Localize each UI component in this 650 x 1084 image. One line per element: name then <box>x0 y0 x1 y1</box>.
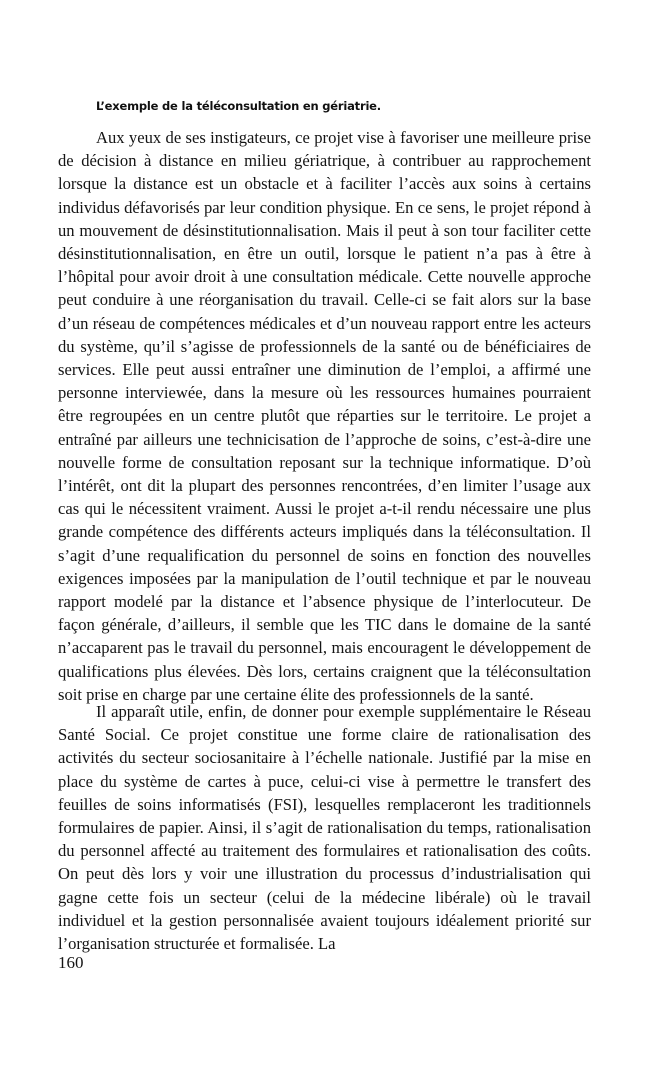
section-heading: L’exemple de la téléconsultation en gériatrie. <box>96 99 381 113</box>
body-paragraph-2: Il apparaît utile, enfin, de donner pour exemple supplémentaire le Réseau Santé Social. Ce projet constitue une forme claire de rationalisation des activités du secteur sociosanitaire à l’échelle nationale. Justifié par la mise en place du système de cartes à puce, celui-ci vise à permettre le transfert des feuilles de soins informatisés (FSI), lesquelles remplaceront les traditionnels formulaires de papier. Ainsi, il s’agit de rationalisation du temps, rationalisation du personnel affecté au traitement des formulaires et rationalisation des coûts. On peut dès lors y voir une illustration du processus d’industrialisation qui gagne cette fois un secteur (celui de la médecine libérale) où le travail individuel et la gestion personnalisée avaient toujours idéalement priorité sur l’organisation structurée et formalisée. La <box>58 702 591 954</box>
page-number: 160 <box>58 953 84 972</box>
body-paragraph-1: Aux yeux de ses instigateurs, ce projet vise à favoriser une meilleure prise de décision à distance en milieu gériatrique, à contribuer au rapprochement lorsque la distance est un obstacle et à faciliter l’accès aux soins à certains individus défavorisés par leur condition physique. En ce sens, le projet répond à un mouvement de désinstitutionnalisation. Mais il peut à son tour faciliter cette désinstitutionnalisation, en être un outil, lorsque le patient n’a pas à être à l’hôpital pour avoir droit à une consultation médicale. Cette nouvelle approche peut conduire à une réorganisation du travail. Celle-ci se fait alors sur la base d’un réseau de compétences médicales et d’un nouveau rapport entre les acteurs du système, qu’il s’agisse de professionnels de la santé ou de bénéficiaires de services. Elle peut aussi entraîner une diminution de l’emploi, a affirmé une personne interviewée, dans la mesure où les ressources humaines pourraient être regroupées en un centre plutôt que réparties sur le territoire. Le projet a entraîné par ailleurs une technicisation de l’approche de soins, c’est-à-dire une nouvelle forme de consultation reposant sur la technique informatique. D’où l’intérêt, ont dit la plupart des personnes rencontrées, d’en limiter l’usage aux cas qui le nécessitent vraiment. Aussi le projet a-t-il rendu nécessaire une plus grande compétence des différents acteurs impliqués dans la téléconsultation. Il s’agit d’une requalification du personnel de soins en fonction des nouvelles exigences imposées par la manipulation de l’outil technique et par le nouveau rapport modelé par la distance et l’absence physique de l’interlocuteur. De façon générale, d’ailleurs, il semble que les TIC dans le domaine de la santé n’accaparent pas le travail du personnel, mais encouragent le développement de qualifications plus élevées. Dès lors, certains craignent que la téléconsultation soit prise en charge par une certaine élite des professionnels de la santé. <box>58 128 591 704</box>
